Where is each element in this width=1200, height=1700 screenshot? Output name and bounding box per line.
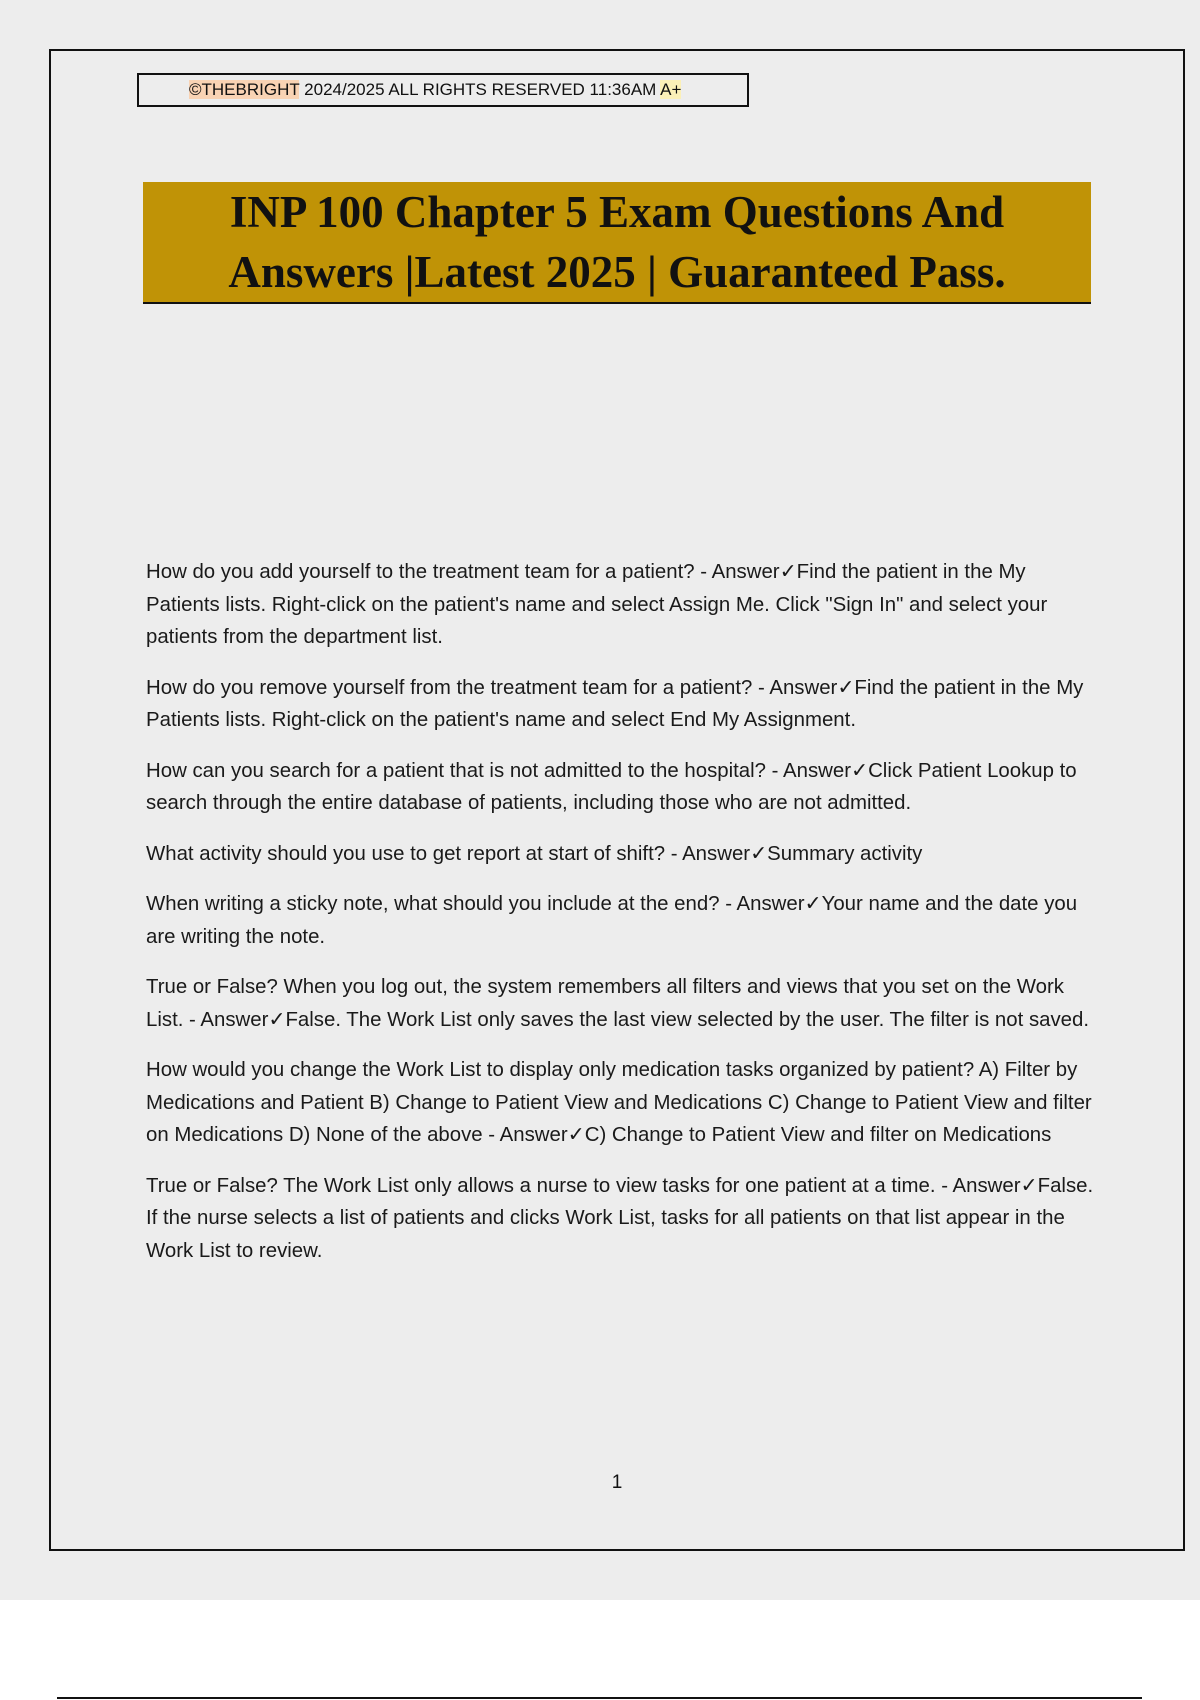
title-line-2: Answers |Latest 2025 | Guaranteed Pass. [228, 247, 1006, 297]
qa-item: How do you add yourself to the treatment team for a patient? - Answer✓Find the patient in the My Patients lists. Right-click on the patient's name and select Assign Me. Click "Sign In" and select your patients from the department list. [146, 561, 1048, 648]
qa-item: When writing a sticky note, what should you include at the end? - Answer✓Your name and the date you are writing the note. [146, 893, 1078, 948]
qa-list [146, 556, 1096, 1285]
brand-name: ©THEBRIGHT [189, 80, 300, 99]
qa-item: True or False? When you log out, the system remembers all filters and views that you set on the Work List. - Answer✓False. The Work List only saves the last view selected by the user. The filter is not saved. [146, 976, 1090, 1031]
qa-item: How can you search for a patient that is not admitted to the hospital? - Answer✓Click Patient Lookup to search through the entire database of patients, including those who are not admitted. [146, 759, 1077, 814]
qa-item: How would you change the Work List to display only medication tasks organized by patient? A) Filter by Medications and Patient B) Change to Patient View and Medications C) Change to Patient View and filter on Medications D) None of the above - Answer✓C) Change to Patient View and filter on Medications [146, 1059, 1092, 1146]
rights-text: 2024/2025 ALL RIGHTS RESERVED 11:36AM [299, 80, 661, 99]
document-title [228, 182, 1005, 302]
title-banner [143, 182, 1091, 304]
qa-item: True or False? The Work List only allows a nurse to view tasks for one patient at a time. - Answer✓False. If the nurse selects a list of patients and clicks Work List, tasks for all patients on that list appear in the Work List to review. [146, 1174, 1094, 1262]
qa-item: How do you remove yourself from the treatment team for a patient? - Answer✓Find the patient in the My Patients lists. Right-click on the patient's name and select End My Assignment. [146, 676, 1084, 731]
title-line-1: INP 100 Chapter 5 Exam Questions And [229, 187, 1005, 237]
copyright-header [137, 73, 749, 107]
grade-badge: A+ [660, 80, 682, 99]
qa-item: What activity should you use to get report at start of shift? - Answer✓Summary activity [146, 842, 923, 865]
next-page-divider [57, 1697, 1142, 1699]
page-number: 1 [611, 1472, 623, 1493]
